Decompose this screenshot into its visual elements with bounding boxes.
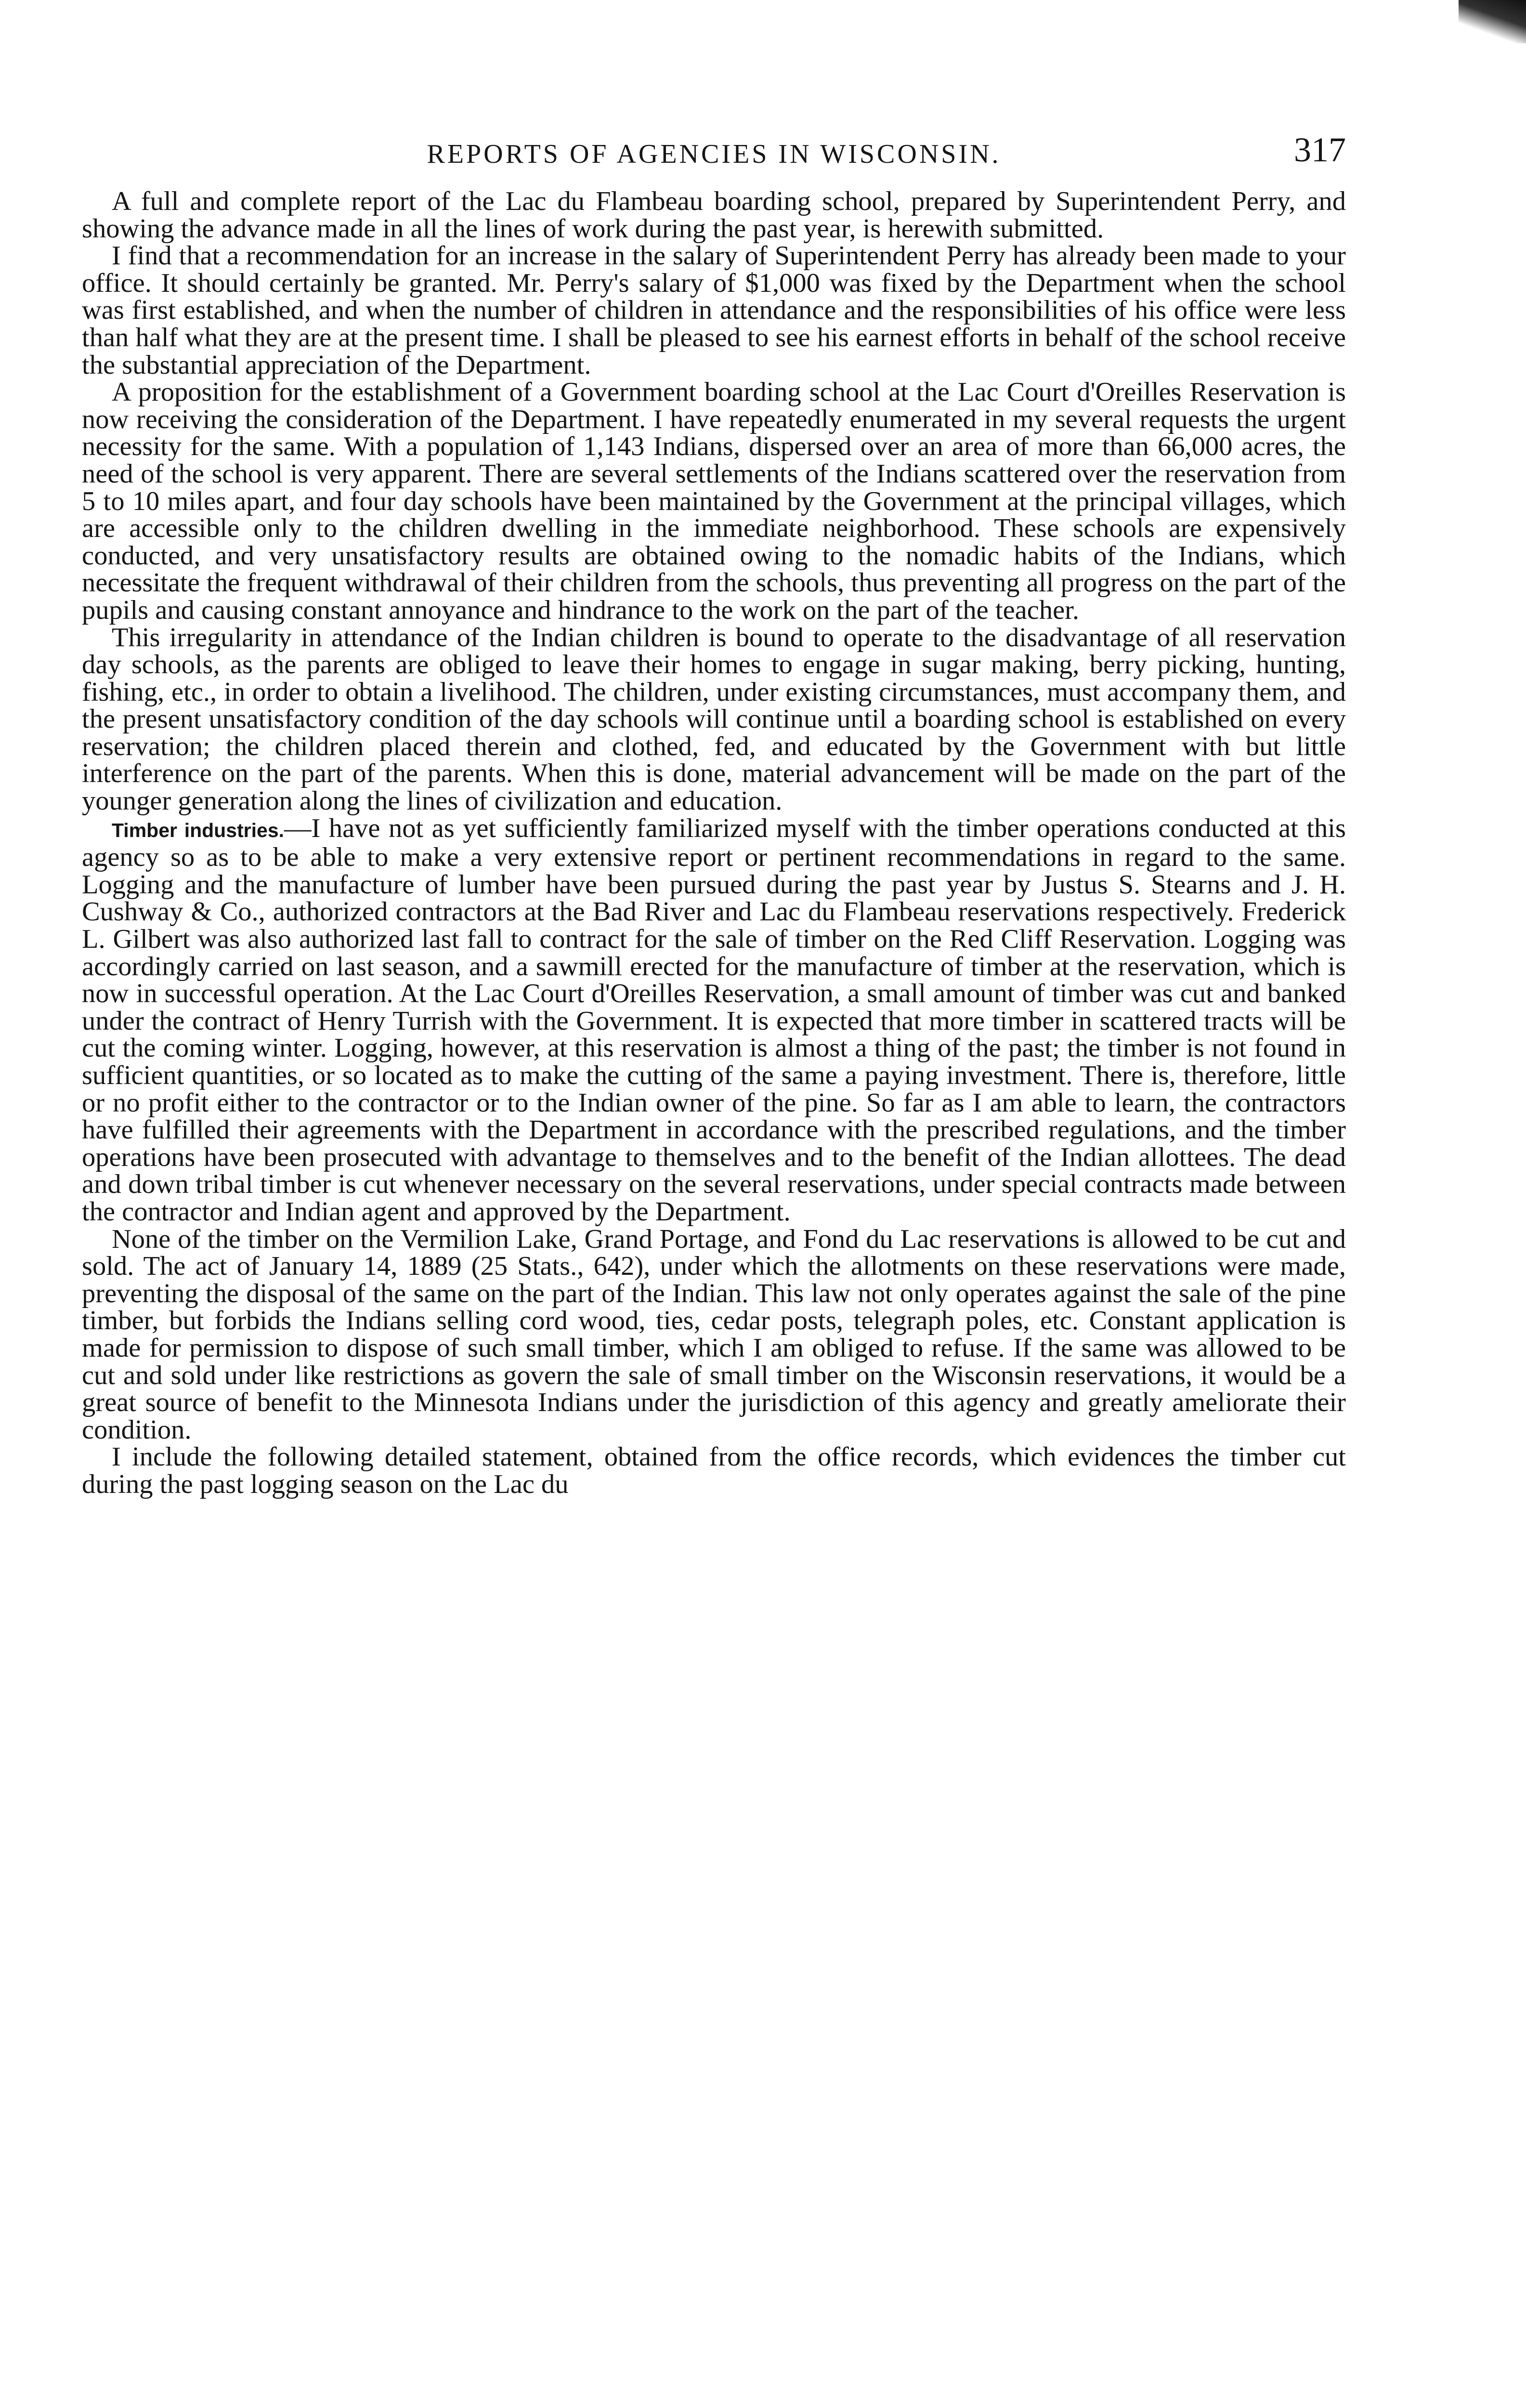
document-page (82, 116, 1346, 1498)
paragraph: A full and complete report of the Lac du Flambeau boarding school, prepared by Superintendent Perry, and showing the advance made in all the lines of work during the past year, is herewith submitted. (82, 186, 1346, 244)
paragraph-text: —I have not as yet sufficiently familiarized myself with the timber operations conducted at this agency so as to be able to make a very extensive report or pertinent recommendations in regard to the same. Logging and the manufacture of lumber have been pursued during the past year by Justus S. Stearns and J. H. Cushway & Co., authorized contractors at the Bad River and Lac du Flambeau reservations respectively. Frederick L. Gilbert was also authorized last fall to contract for the sale of timber on the Red Cliff Reservation. Logging was accordingly carried on last season, and a sawmill erected for the manufacture of timber at the reservation, which is now in successful operation. At the Lac Court d'Oreilles Reservation, a small amount of timber was cut and banked under the contract of Henry Turrish with the Government. It is expected that more timber in scattered tracts will be cut the coming winter. Logging, however, at this reservation is almost a thing of the past; the timber is not found in sufficient quantities, or so located as to make the cutting of the same a paying investment. There is, therefore, little or no profit either to the contractor or to the Indian owner of the pine. So far as I am able to learn, the contractors have fulfilled their agreements with the Department in accordance with the prescribed regulations, and the timber operations have been prosecuted with advantage to themselves and to the benefit of the Indian allottees. The dead and down tribal timber is cut whenever necessary on the several reservations, under special contracts made between the contractor and Indian agent and approved by the Department. (82, 813, 1346, 1227)
paragraph: I find that a recommendation for an increase in the salary of Superintendent Perry has already been made to your office. It should certainly be granted. Mr. Perry's salary of $1,000 was fixed by the Department when the school was first established, and when the number of children in attendance and the responsibilities of his office were less than half what they are at the present time. I shall be pleased to see his earnest efforts in behalf of the school receive the substantial appreciation of the Department. (82, 241, 1346, 380)
section-subhead: Timber industries. (112, 819, 285, 841)
paragraph: I include the following detailed statement, obtained from the office records, which evidences the timber cut during the past logging season on the Lac du (82, 1442, 1346, 1499)
page-number: 317 (1294, 131, 1346, 169)
running-header (82, 116, 1346, 188)
page-corner-shadow (1459, 0, 1526, 43)
paragraph (82, 815, 1346, 1226)
body-text (82, 188, 1346, 1498)
paragraph: A proposition for the establishment of a Government boarding school at the Lac Court d'Oreilles Reservation is now receiving the consideration of the Department. I have repeatedly enumerated in my several requests the urgent necessity for the same. With a population of 1,143 Indians, dispersed over an area of more than 66,000 acres, the need of the school is very apparent. There are several settlements of the Indians scattered over the reservation from 5 to 10 miles apart, and four day schools have been maintained by the Government at the principal villages, which are accessible only to the children dwelling in the immediate neighborhood. These schools are expensively conducted, and very unsatisfactory results are obtained owing to the nomadic habits of the Indians, which necessitate the frequent withdrawal of their children from the schools, thus preventing all progress on the part of the pupils and causing constant annoyance and hindrance to the work on the part of the teacher. (82, 377, 1346, 625)
paragraph: None of the timber on the Vermilion Lake, Grand Portage, and Fond du Lac reservations is allowed to be cut and sold. The act of January 14, 1889 (25 Stats., 642), under which the allotments on these reservations were made, preventing the disposal of the same on the part of the Indian. This law not only operates against the sale of the pine timber, but forbids the Indians selling cord wood, ties, cedar posts, telegraph poles, etc. Constant application is made for permission to dispose of such small timber, which I am obliged to refuse. If the same was allowed to be cut and sold under like restrictions as govern the sale of small timber on the Wisconsin reservations, it would be a great source of benefit to the Minnesota Indians under the jurisdiction of this agency and greatly ameliorate their condition. (82, 1224, 1346, 1445)
paragraph: This irregularity in attendance of the Indian children is bound to operate to the disadvantage of all reservation day schools, as the parents are obliged to leave their homes to engage in sugar making, berry picking, hunting, fishing, etc., in order to obtain a livelihood. The children, under existing circumstances, must accompany them, and the present unsatisfactory condition of the day schools will continue until a boarding school is established on every reservation; the children placed therein and clothed, fed, and educated by the Government with but little interference on the part of the parents. When this is done, material advancement will be made on the part of the younger generation along the lines of civilization and education. (82, 622, 1346, 816)
running-title: REPORTS OF AGENCIES IN WISCONSIN. (427, 139, 1001, 169)
